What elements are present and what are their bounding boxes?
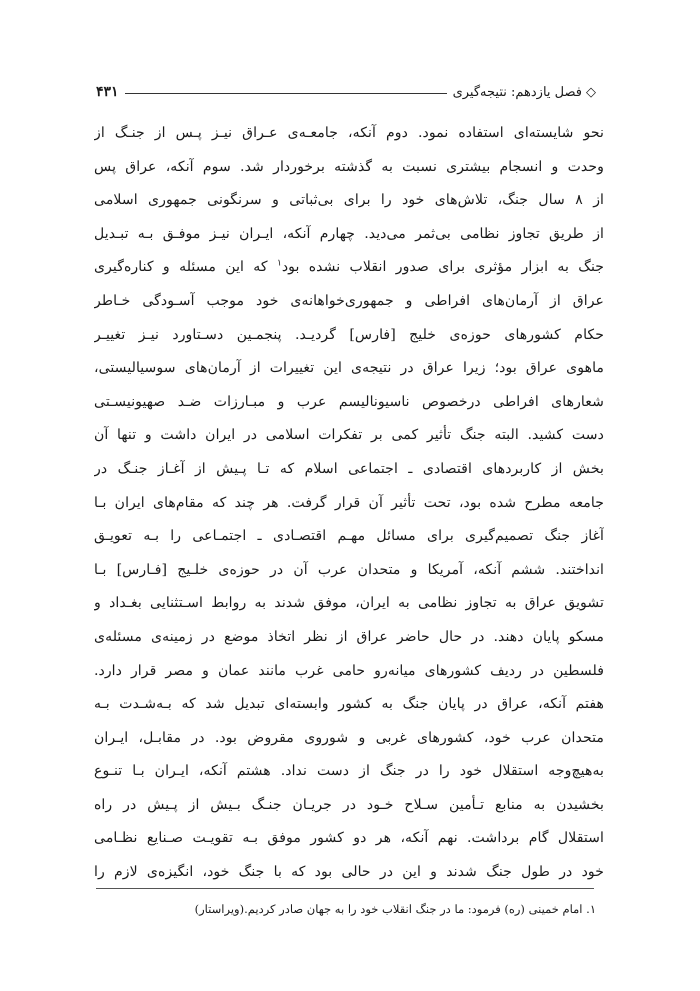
text-line-11: بخش از کاربردهای اقتصادی ـ اجتماعی اسلام که تـا پـیش از آغـاز جنـگ در [94, 460, 604, 477]
footnote: ۱. امام خمینی (ره) فرمود: ما در جنگ انقلاب خود را به جهان صادر کردیم.(ویراستار) [194, 902, 596, 916]
diamond-icon: ◇ [586, 85, 596, 100]
text-line-3: از ۸ سال جنگ، تلاش‌های خود را برای بی‌ثباتی و سرنگونی جمهوری اسلامی [94, 192, 604, 209]
text-line-7: حکام کشورهای حوزه‌ی خلیج [فارس] گردیـد. پنجمـین دسـتاورد نیـز تغییـر [94, 326, 604, 343]
text-line-21: بخشیدن به منابع تـأمین سـلاح خـود در جریـان جنـگ بـیش از پـیش در راه [94, 796, 604, 813]
body-paragraph [94, 117, 604, 890]
text-line-19: متحدان عرب خود، کشورهای غربی و شوروی مقروض بود. در مقابـل، ایـران [94, 729, 604, 746]
text-line-17: فلسطین در ردیف کشورهای میانه‌رو حامی غرب مانند عمان و مصر قرار دارد. [94, 662, 604, 679]
page-number: ۴۳۱ [96, 84, 119, 100]
text-line-22: استقلال گام برداشت. نهم آنکه، هر دو کشور موفق بـه تقویـت صـنایع نظـامی [94, 830, 604, 847]
text-line-15: تشویق عراق به تجاوز نظامی به ایران، موفق شدند به روابط اسـتثنایی بغـداد و [94, 595, 604, 612]
text-line-1: نحو شایسته‌ای استفاده نمود. دوم آنکه، جامعـه‌ی عـراق نیـز پـس از جنـگ از [94, 125, 604, 141]
text-line-12: جامعه مطرح شده بود، تحت تأثیر آن قرار گرفت. هر چند که مقام‌های ایران بـا [94, 494, 604, 511]
text-line-8: ماهوی عراق بود؛ زیرا عراق در نتیجه‌ی این تغییرات از آرمان‌های سوسیالیستی، [94, 360, 604, 377]
text-line-2: وحدت و انسجام بیشتری نسبت به گذشته برخوردار شد. سوم آنکه، عراق پس [94, 158, 604, 175]
footnote-divider [96, 888, 594, 889]
text-line-5-end: که این مسئله و کناره‌گیری [94, 259, 277, 276]
text-line-16: مسکو پایان دهند. در حال حاضر عراق از نظر اتخاذ موضع در زمینه‌ی مسئله‌ی [94, 628, 604, 645]
text-line-14: انداختند. ششم آنکه، آمریکا و متحدان عرب آن در حوزه‌ی خلـیج [فـارس] بـا [94, 561, 604, 578]
text-line-10: دست کشید. البته جنگ تأثیر کمی بر تفکرات اسلامی در ایران داشت و تنها آن [94, 427, 604, 444]
text-line-6: عراق از آرمان‌های افراطی و جمهوری‌خواهانه‌ی خود موجب آسـودگی خـاطر [94, 292, 604, 309]
text-line-5 [94, 251, 604, 285]
text-line-13: آغاز جنگ تصمیم‌گیری برای مسائل مهـم اقتصـادی ـ اجتمـاعی را بـه تعویـق [94, 528, 604, 545]
chapter-title: فصل یازدهم: نتیجه‌گیری [452, 85, 582, 100]
text-line-18: هفتم آنکه، عراق در پایان جنگ به کشور وابسته‌ای تبدیل شد که بـه‌شـدت بـه [94, 696, 604, 713]
running-header [96, 78, 596, 100]
text-line-23: خود در طول جنگ شدند و این در حالی بود که با جنگ خود، انگیزه‌ی لازم را [94, 864, 604, 881]
text-line-9: شعارهای افراطی درخصوص ناسیونالیسم عرب و مبـارزات ضـد صهیونیسـتی [94, 393, 604, 410]
header-rule [125, 93, 447, 94]
text-line-20: به‌هیچ‌وجه استقلال خود را در جنگ از دست نداد. هشتم آنکه، ایـران بـا تنـوع [94, 763, 604, 780]
footnote-marker[interactable]: ۱ [276, 258, 282, 269]
text-line-4: از طریق تجاوز نظامی بی‌ثمر می‌دید. چهارم آنکه، ایـران نیـز موفـق بـه تبـدیل [94, 225, 604, 242]
text-line-5-start: جنگ به ابزار مؤثری برای صدور انقلاب نشده بود [281, 259, 604, 276]
chapter-title-group [449, 85, 596, 100]
